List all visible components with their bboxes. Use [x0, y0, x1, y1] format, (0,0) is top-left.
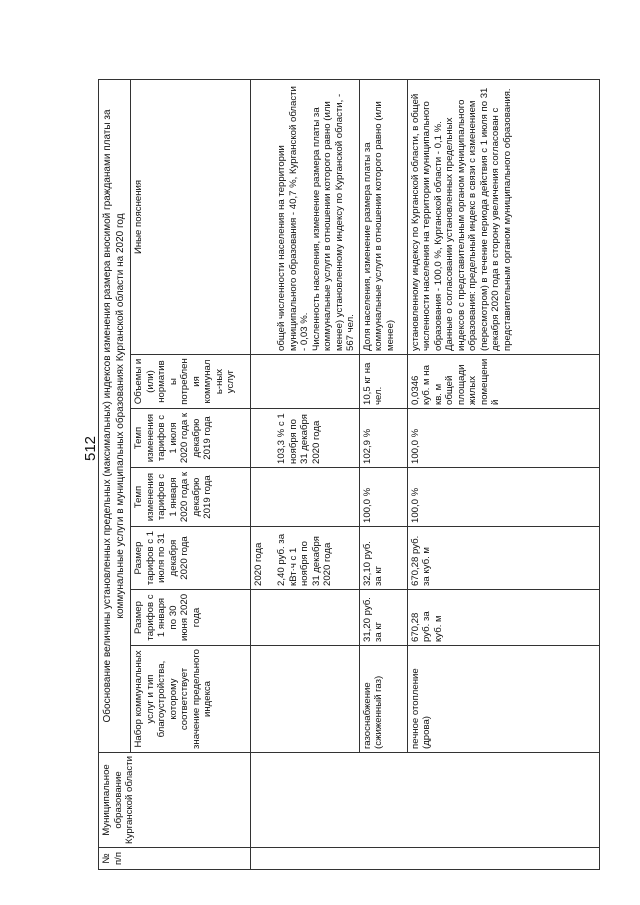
col-service-header: Набор коммунальных услуг и тип благоустройства, которому соответствует значение предельного индекса — [131, 646, 251, 753]
tariff-jul-cell: 2020 года 2,40 руб. за кВт·ч с 1 ноября по 31 декабря 2020 года — [251, 527, 360, 590]
col-number-header: № п/п — [99, 848, 251, 870]
col-tariff-jul-header: Размер тарифов с 1 июля по 31 декабря 2020 года — [131, 527, 251, 590]
table-title: Обоснование величины установленных предельных (максимальных) индексов изменения размера вносимой гражданами платы за коммунальные услуги в муниципальных образованиях Курганской области на 2020 год — [99, 79, 131, 752]
rate-jul-cell: 100,0 % — [407, 409, 599, 468]
tariff-jul-cell: 32,10 руб. за кг — [359, 527, 407, 590]
header-row-title — [99, 79, 131, 869]
tariff-jan-cell: 31,20 руб. за кг — [359, 590, 407, 646]
table-row — [407, 79, 599, 869]
notes-cell: Доля населения, изменение размера платы за коммунальные услуги в отношении которого равно (или менее) — [359, 79, 407, 354]
col-notes-header: Иные пояснения — [131, 79, 251, 354]
tariff-jan-cell — [251, 590, 360, 646]
table-row — [359, 79, 407, 869]
notes-cell: общей численности населения на территории муниципального образования - 40,7 %, Курганской области - 0,03 %. Численность населения, изменение размера платы за коммунальные услуги в отношении которого равно (или менее) установленному индексу по Курганской области, - 567 чел. — [251, 79, 360, 354]
col-rate-jan-header: Темп изменения тарифов с 1 января 2020 года к декабрю 2019 года — [131, 468, 251, 527]
page-number: 512 — [82, 435, 100, 462]
row-number-cell — [251, 848, 600, 870]
rate-jul-cell: 102,9 % — [359, 409, 407, 468]
rotated-table-container — [98, 80, 584, 870]
rate-jan-cell: 100,0 % — [407, 468, 599, 527]
service-cell: печное отопление (дрова) — [407, 646, 599, 753]
index-justification-table — [98, 79, 600, 870]
header-row-columns — [131, 79, 251, 869]
notes-cell: установленному индексу по Курганской области, в общей численности населения на территории муниципального образования - 100,0 %, Курганской области - 0,1 %. Данные о согласовании установленных предельных индексов с представительным органом муниципального образования: предельный индекс в связи с изменением (пересмотром) в течение периода действия с 1 июля по 31 декабря 2020 года в сторону увеличения согласован с представительным органом муниципального образования. — [407, 79, 599, 354]
table-row — [251, 79, 360, 869]
tariff-jan-cell: 670,28 руб. за куб. м — [407, 590, 599, 646]
col-tariff-jan-header: Размер тарифов с 1 января по 30 июня 2020 года — [131, 590, 251, 646]
col-rate-jul-header: Темп изменения тарифов с 1 июля 2020 года к декабрю 2019 года — [131, 409, 251, 468]
rate-jan-cell — [251, 468, 360, 527]
volume-cell: 10,5 кг на чел. — [359, 355, 407, 409]
tariff-jul-cell: 670,28 руб. за куб. м — [407, 527, 599, 590]
col-volume-header: Объемы и (или) нормативы потребления коммуналь-ных услуг — [131, 355, 251, 409]
row-municipality-cell — [251, 753, 600, 848]
rate-jan-cell: 100,0 % — [359, 468, 407, 527]
service-cell: газоснабжение (сжиженный газ) — [359, 646, 407, 753]
col-municipality-header: Муниципальное образование Курганской области — [99, 753, 251, 848]
volume-cell: 0,0346 куб. м на кв. м общей площади жилых помещений — [407, 355, 599, 409]
volume-cell — [251, 355, 360, 409]
service-cell — [251, 646, 360, 753]
rate-jul-cell: 103,3 % с 1 ноября по 31 декабря 2020 года — [251, 409, 360, 468]
